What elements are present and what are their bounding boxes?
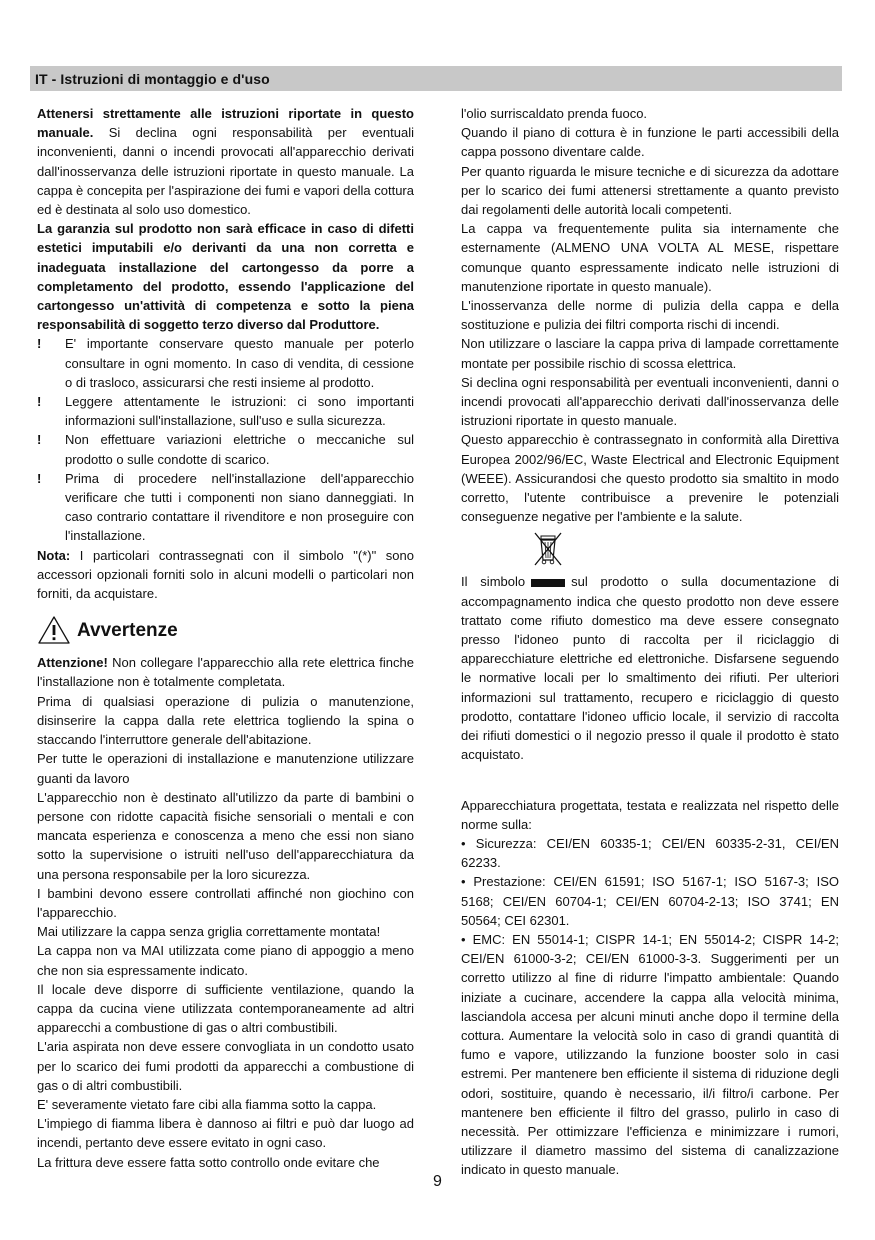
norms-item: • Sicurezza: CEI/EN 60335-1; CEI/EN 60335-2-31, CEI/EN 62233. — [461, 835, 839, 871]
note-label: Nota: — [37, 547, 71, 563]
warning-paragraph: Quando il piano di cottura è in funzione le parti accessibili della cappa possono diventare calde. — [461, 125, 839, 160]
warning-paragraph: L'aria aspirata non deve essere convogliata in un condotto usato per lo scarico dei fumi prodotti da apparecchi a combustione di gas o di altri combustibili. — [37, 1039, 414, 1093]
attention-label: Attenzione! — [37, 655, 108, 671]
warning-paragraph: Per tutte le operazioni di installazione e manutenzione utilizzare guanti da lavoro — [37, 751, 414, 786]
bullet-text: Leggere attentamente le istruzioni: ci sono importanti informazioni sull'installazione, sull'uso e sulla sicurezza. — [65, 394, 414, 429]
attention-text: Non collegare l'apparecchio alla rete elettrica finche l'installazione non è totalmente completata. — [37, 655, 414, 690]
weee-directive-paragraph: Questo apparecchio è contrassegnato in conformità alla Direttiva Europea 2002/96/EC, Waste Electrical and Electronic Equipment (WEEE). Assicurandosi che questo prodotto sia smaltito in modo corretto, l'utente contribuisce a prevenire le potenziali conseguenze negative per l'ambiente e la salute. — [461, 432, 839, 525]
warning-paragraph: La frittura deve essere fatta sotto controllo onde evitare che — [37, 1154, 380, 1170]
warning-paragraph: I bambini devono essere controllati affinché non giochino con l'apparecchio. — [37, 885, 414, 920]
warning-paragraph: Il locale deve disporre di sufficiente ventilazione, quando la cappa da cucina viene utilizzata contemporaneamente ad altri apparecchi a combustione di gas o altri combustibili. — [37, 981, 414, 1036]
warning-paragraph: Mai utilizzare la cappa senza griglia correttamente montata! — [37, 924, 381, 940]
page-number: 9 — [433, 1173, 442, 1190]
warning-paragraph: Non utilizzare o lasciare la cappa priva di lampade correttamente montate per possibile rischio di scossa elettrica. — [461, 336, 839, 371]
weee-paragraph — [461, 572, 839, 764]
warnings-heading — [37, 612, 414, 648]
bullet-item — [37, 469, 414, 546]
right-column — [461, 104, 839, 1180]
bullet-text: Non effettuare variazioni elettriche o meccaniche sul prodotto o sulle condotte di scarico. — [65, 432, 414, 467]
bullet-item — [37, 334, 414, 392]
bullet-mark: ! — [37, 394, 42, 410]
warning-paragraph: L'apparecchio non è destinato all'utilizzo da parte di bambini o persone con ridotte capacità fisiche sensoriali o mentali e con mancata esperienza e conoscenza a meno che essi non siano sotto la supervisione o istruiti nell'uso dell'apparecchiatura da una persona responsabile per la loro sicurezza. — [37, 789, 414, 882]
warning-triangle-icon — [37, 615, 71, 645]
attention-paragraph — [37, 653, 414, 691]
bullet-text: E' importante conservare questo manuale per poterlo consultare in ogni momento. In caso di vendita, di cessione o di trasloco, assicurarsi che resti insieme al prodotto. — [65, 336, 414, 390]
bullet-item — [37, 430, 414, 468]
warning-paragraph: La cappa va frequentemente pulita sia internamente che esternamente (ALMENO UNA VOLTA AL MESE, rispettare comunque quanto espressamente indicato nelle istruzioni di manutenzione riportate in questo manuale). — [461, 221, 839, 294]
warning-paragraph: l'olio surriscaldato prenda fuoco. — [461, 106, 648, 121]
bullet-mark: ! — [37, 432, 42, 448]
section-title: IT - Istruzioni di montaggio e d'uso — [35, 71, 270, 87]
norms-intro: Apparecchiatura progettata, testata e realizzata nel rispetto delle norme sulla: — [461, 797, 839, 832]
left-column — [37, 104, 414, 1172]
warning-paragraph: Prima di qualsiasi operazione di pulizia o manutenzione, disinserire la cappa dalla rete elettrica togliendo la spina o staccando l'interruttore generale dell'abitazione. — [37, 693, 414, 748]
crossed-bin-icon — [532, 530, 564, 568]
warning-paragraph: La cappa non va MAI utilizzata come piano di appoggio a meno che non sia espressamente indicato. — [37, 943, 414, 978]
bullet-item — [37, 392, 414, 430]
warning-paragraph: Si declina ogni responsabilità per eventuali inconvenienti, danni o incendi provocati all'apparecchio derivati dall'inosservanza delle istruzioni riportate in questo manuale. — [461, 374, 839, 429]
bullet-mark: ! — [37, 336, 42, 352]
intro-paragraph — [37, 104, 414, 219]
warranty-paragraph: La garanzia sul prodotto non sarà efficace in caso di difetti estetici imputabili e/o derivanti da una non corretta e inadeguata installazione del cartongesso da porre a completamento del prodotto, essendo l'applicazione del cartongesso un'attività di competenza e sotto la piena responsabilità di soggetto terzo diverso dal Produttore. — [37, 221, 414, 333]
weee-bar-icon — [531, 579, 565, 587]
warning-paragraph: E' severamente vietato fare cibi alla fiamma sotto la cappa. — [37, 1096, 377, 1112]
weee-prefix: Il simbolo — [461, 574, 526, 590]
intro-text: Si declina ogni responsabilità per eventuali inconvenienti, danni o incendi provocati all'apparecchio derivati dall'inosservanza delle istruzioni riportate in questo manuale. La cappa è concepita per l'aspirazione dei fumi e vapori della cottura ed è destinata al solo uso domestico. — [37, 125, 414, 218]
norms-item: • Prestazione: CEI/EN 61591; ISO 5167-1; ISO 5167-3; ISO 5168; CEI/EN 60704-1; CEI/EN 60704-2-13; ISO 3741; EN 50564; CEI 62301. — [461, 874, 839, 928]
note-paragraph — [37, 546, 414, 604]
warning-paragraph: L'impiego di fiamma libera è dannoso ai filtri e può dar luogo ad incendi, pertanto deve essere evitato in ogni caso. — [37, 1116, 414, 1151]
bullet-text: Prima di procedere nell'installazione dell'apparecchio verificare che tutti i componenti non siano danneggiati. In caso contrario contattare il rivenditore e non proseguire con l'installazione. — [65, 470, 414, 544]
warning-paragraph: L'inosservanza delle norme di pulizia della cappa e della sostituzione e pulizia dei filtri comporta rischi di incendi. — [461, 298, 839, 333]
weee-text: sul prodotto o sulla documentazione di accompagnamento indica che questo prodotto non deve essere trattato come rifiuto domestico ma deve essere consegnato presso l'idoneo punto di raccolta per il riciclaggio di apparecchiature elettriche ed elettroniche. Disfarsene seguendo le normative locali per lo smaltimento dei rifiuti. Per ulteriori informazioni sul trattamento, recupero e riciclaggio di questo prodotto, contattare l'idoneo ufficio locale, il servizio di raccolta dei rifiuti domestici o il negozio presso il quale il prodotto è stato acquistato. — [461, 574, 839, 763]
bullet-mark: ! — [37, 470, 42, 486]
warnings-title: Avvertenze — [77, 619, 178, 641]
note-text: I particolari contrassegnati con il simbolo "(*)" sono accessori opzionali forniti solo in alcuni modelli o particolari non forniti, da acquistare. — [37, 547, 414, 602]
intro-bold: Attenersi strettamente alle istruzioni riportate in questo manuale. — [37, 106, 414, 141]
warning-paragraph: Per quanto riguarda le misure tecniche e di sicurezza da adottare per lo scarico dei fumi attenersi strettamente a quanto previsto dai regolamenti delle autorità locali competenti. — [461, 163, 839, 218]
norms-item: • EMC: EN 55014-1; CISPR 14-1; EN 55014-2; CISPR 14-2; CEI/EN 61000-3-2; CEI/EN 61000-3-3. Suggerimenti per un corretto utilizzo al fine di ridurre l'impatto ambientale: Quando iniziate a cucinare, accendere la cappa alla velocità minima, lasciandola accesa per alcuni minuti anche dopo il termine della cottura. Aumentare la velocità solo in caso di grandi quantità di fumo e vapore, utilizzando la funzione booster solo in casi estremi. Per mantenere ben efficiente il sistema di riduzione degli odori, sostituire, quando è necessario, il/i filtro/i carbone. Per mantenere ben efficiente il filtro del grasso, pulirlo in caso di necessità. Per ottimizzare l'efficienza e minimizzare i rumori, utilizzare il diametro massimo del sistema di canalizzazione indicato in questo manuale. — [461, 931, 839, 1178]
section-header-bar — [30, 66, 842, 91]
